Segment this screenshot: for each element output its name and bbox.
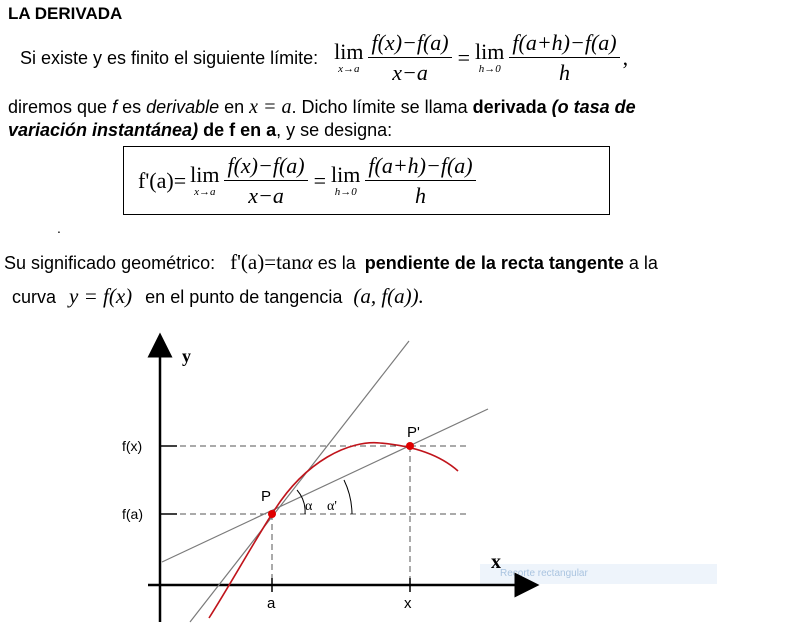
- p-prime-label: P': [407, 424, 420, 441]
- line2-math: x = a: [249, 96, 292, 118]
- x-axis-label: x: [491, 551, 501, 573]
- line2-f: f: [112, 97, 118, 117]
- fraction-1-denominator: x−a: [392, 60, 428, 85]
- fraction-2-numerator: f(a+h)−f(a): [509, 30, 619, 58]
- line5-prefix: curva: [12, 287, 57, 307]
- line3-rest: , y se designa:: [276, 120, 393, 140]
- box-lhs: f'(a)=: [138, 168, 187, 193]
- alpha-angle-arc: [297, 490, 305, 514]
- line2-text-4: . Dicho límite se llama: [291, 97, 473, 117]
- line4-prefix: Su significado geométrico:: [4, 253, 216, 273]
- line4-rest: a la: [623, 253, 658, 273]
- box-limit-1-word: lim: [190, 162, 220, 187]
- y-axis-label: y: [182, 346, 191, 366]
- fx-label: f(x): [122, 438, 143, 454]
- line1-prefix: Si existe y es finito el siguiente límite:: [20, 47, 319, 68]
- function-curve: [209, 443, 458, 618]
- box-equals-sign: =: [313, 168, 327, 193]
- limit-1-word: lim: [334, 39, 364, 64]
- line2-text-1: diremos que: [8, 97, 113, 117]
- limit-2-word: lim: [475, 39, 505, 64]
- point-p: [268, 510, 276, 518]
- box-fraction-2-denominator: h: [414, 183, 426, 208]
- alpha-prime-angle-arc: [344, 480, 352, 514]
- line2-bold-italic: (o tasa de: [546, 97, 636, 117]
- p-label: P: [261, 488, 272, 505]
- snipping-watermark: Recorte rectangular: [480, 564, 717, 584]
- fraction-2-denominator: h: [559, 60, 570, 85]
- box-fraction-1-denominator: x−a: [248, 183, 284, 208]
- box-limit-2-word: lim: [331, 162, 361, 187]
- line3-bold: de f en a: [198, 120, 277, 140]
- alpha-label: α: [305, 499, 313, 514]
- line3-bold-italic: variación instantánea): [8, 120, 199, 140]
- box-fraction-1-numerator: f(x)−f(a): [224, 153, 307, 181]
- limit-2-subscript: h→0: [478, 63, 501, 75]
- line4-bold: pendiente de la recta tangente: [364, 253, 624, 273]
- stray-dot: .: [57, 220, 61, 236]
- box-fraction-2-numerator: f(a+h)−f(a): [365, 153, 475, 181]
- point-p-prime: [406, 442, 414, 450]
- line4-math: f'(a)=tan: [230, 250, 302, 274]
- x-tick-label: x: [404, 595, 412, 612]
- line5-math-1: y = f(x): [69, 284, 133, 308]
- line2-text-2: es: [117, 97, 147, 117]
- alpha-prime-label: α': [327, 499, 337, 514]
- comma: ,: [622, 45, 629, 70]
- a-label: a: [267, 595, 276, 612]
- line2-text-3: en: [219, 97, 250, 117]
- fa-label: f(a): [122, 506, 143, 522]
- tangent-line: [190, 341, 409, 622]
- line5-math-2: (a, f(a)).: [353, 284, 424, 308]
- secant-line: [162, 409, 488, 562]
- fraction-1-numerator: f(x)−f(a): [368, 30, 451, 58]
- limit-1-subscript: x→a: [338, 63, 360, 75]
- line4-mid: es la: [312, 253, 361, 273]
- line2-bold-derivada: derivada: [472, 97, 547, 117]
- equals-sign: =: [457, 45, 471, 70]
- box-limit-2-subscript: h→0: [334, 186, 357, 198]
- page-title: LA DERIVADA: [8, 4, 123, 23]
- box-limit-1-subscript: x→a: [194, 186, 216, 198]
- line4-alpha: α: [301, 250, 313, 274]
- line5-mid: en el punto de tangencia: [140, 287, 348, 307]
- line2-derivable: derivable: [146, 97, 220, 117]
